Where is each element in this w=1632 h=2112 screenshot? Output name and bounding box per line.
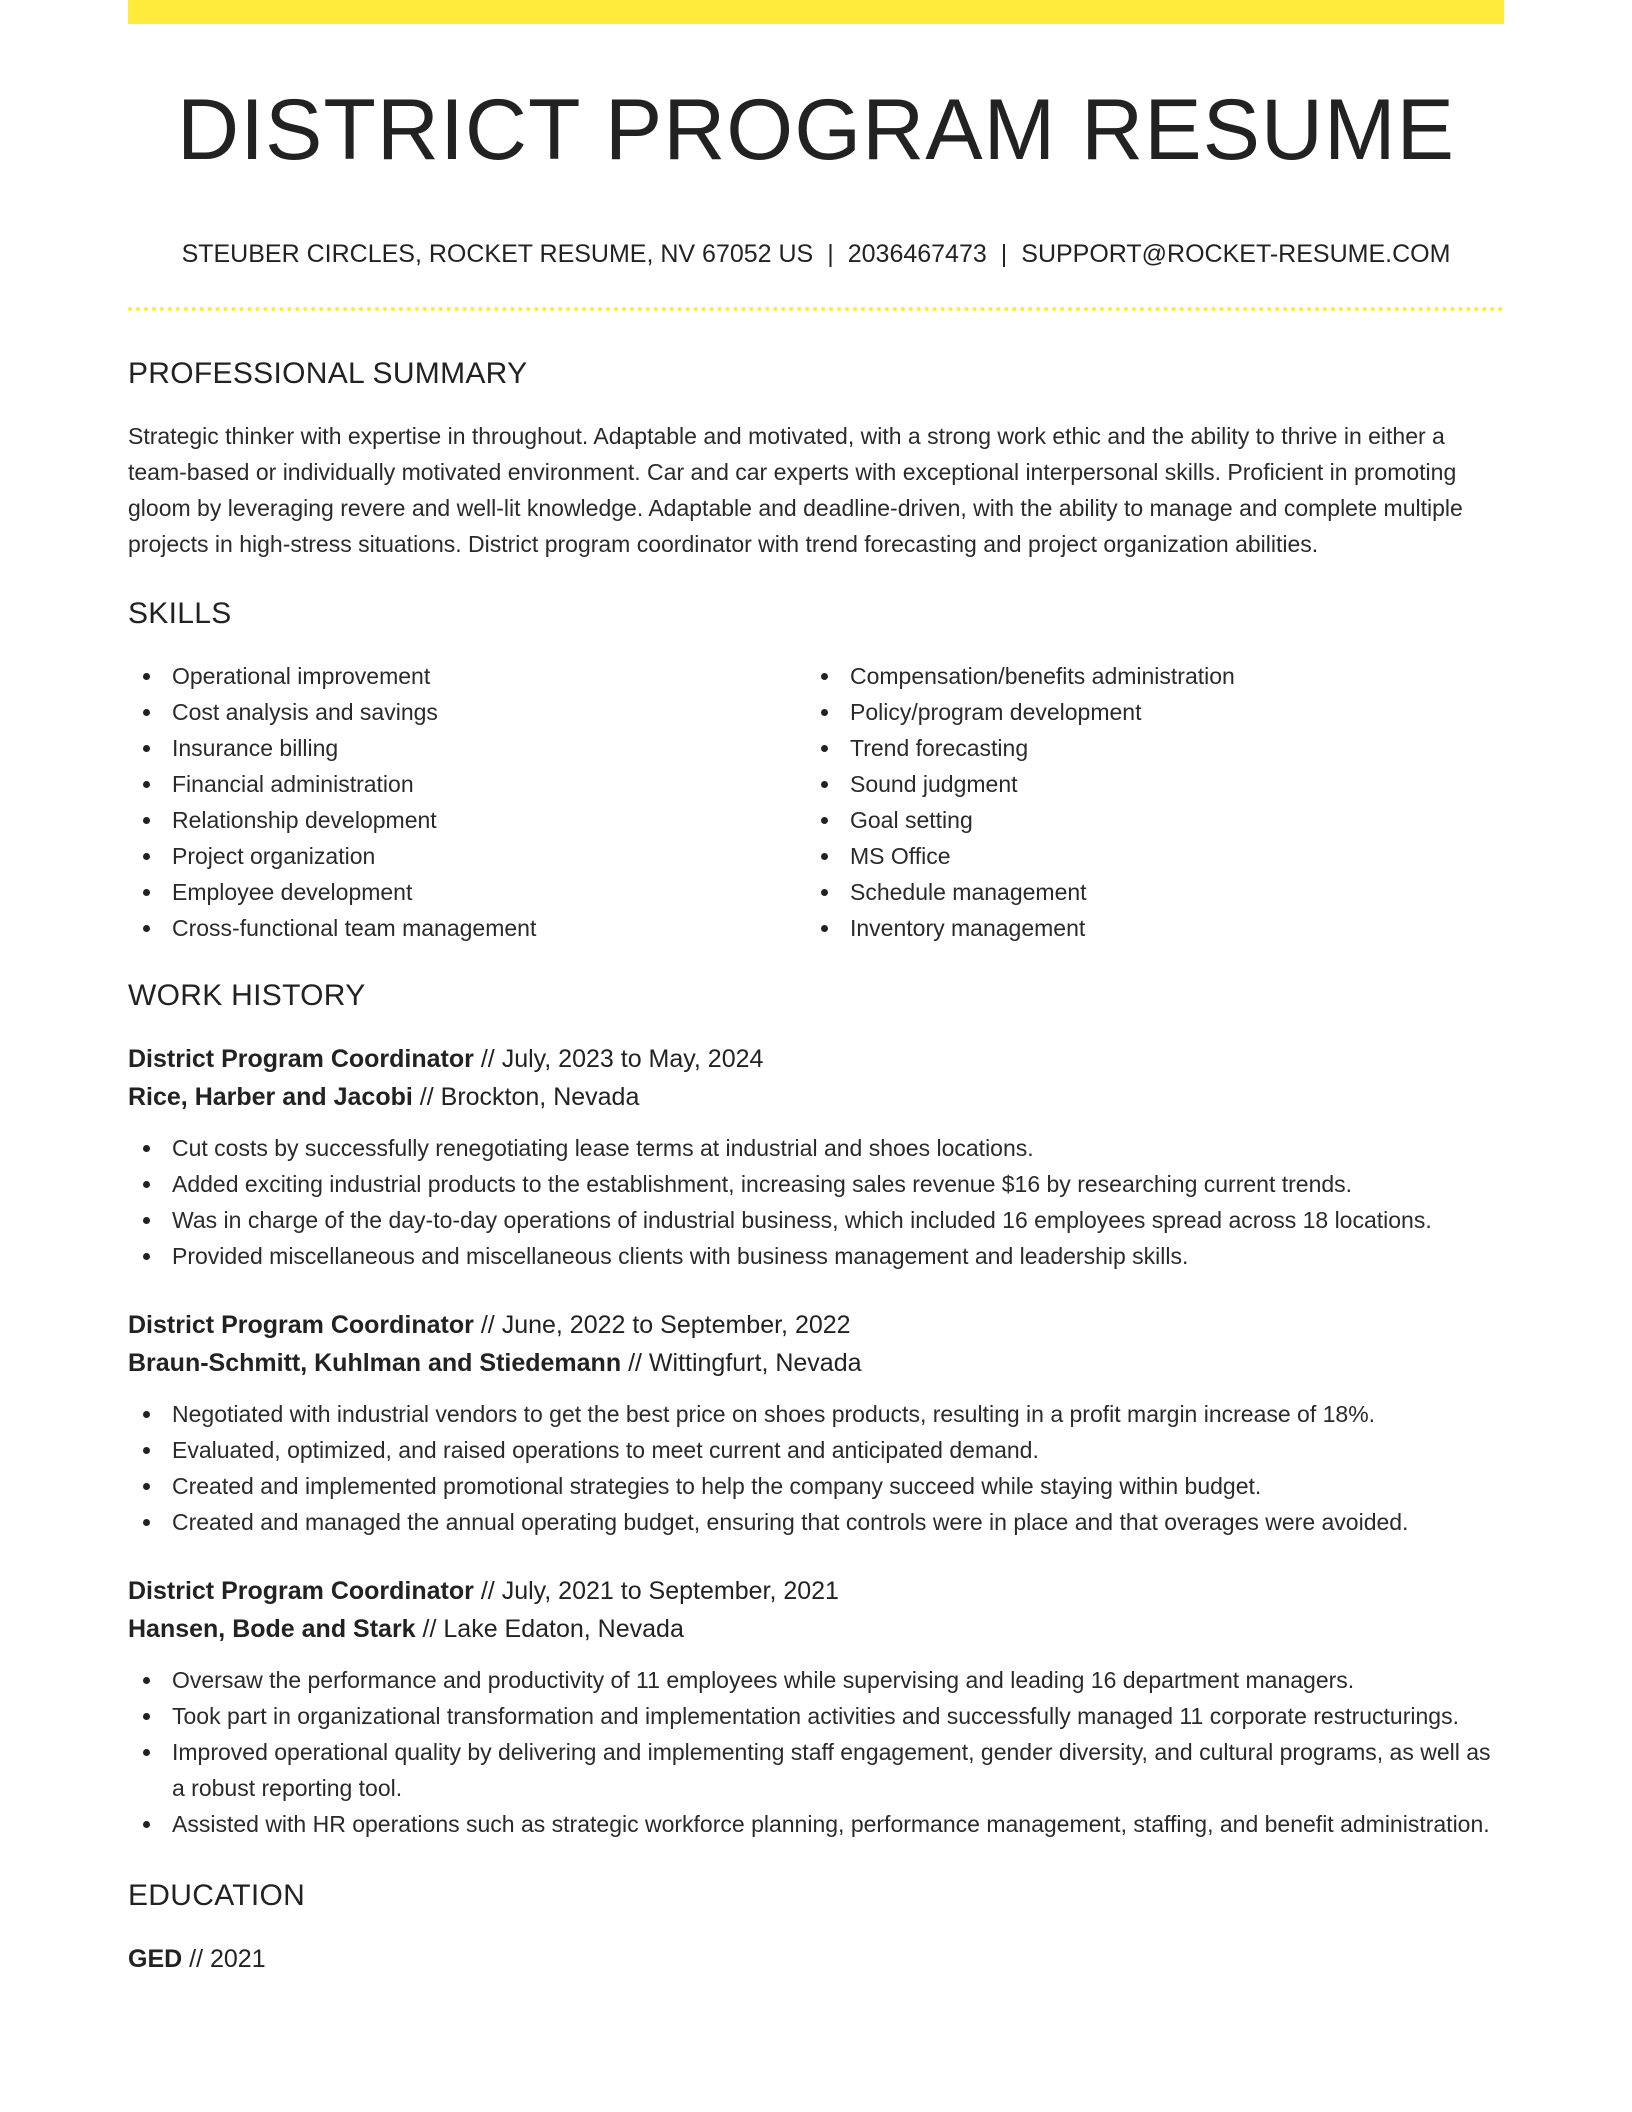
job-location: Brockton, Nevada: [440, 1083, 640, 1111]
education-heading: EDUCATION: [128, 1879, 306, 1912]
summary-heading: PROFESSIONAL SUMMARY: [128, 357, 528, 390]
summary-text: Strategic thinker with expertise in throughout. Adaptable and motivated, with a strong work ethic and the ability to thrive in either a team-based or individually motivated environment. Car and car experts with exceptional interpersonal skills. Proficient in promoting gloom by leveraging revere and well-lit knowledge. Adaptable and deadline-driven, with the ability to manage and complete multiple projects in high-stress situations. District program coordinator with trend forecasting and project organization abilities.: [128, 423, 1463, 557]
work-history-heading: WORK HISTORY: [128, 979, 366, 1012]
job-separator: //: [628, 1349, 642, 1377]
job-company-line: [128, 1610, 1504, 1648]
job-bullet: Assisted with HR operations such as strategic workforce planning, performance management, staffing, and benefit administration.: [128, 1806, 1504, 1842]
education-entry: [128, 1940, 1504, 1978]
contact-separator: |: [827, 240, 834, 268]
job-separator: //: [422, 1615, 437, 1643]
job-bullet: Created and managed the annual operating budget, ensuring that controls were in place and that overages were avoided.: [128, 1504, 1504, 1540]
skill-item: Insurance billing: [128, 730, 806, 766]
skill-item: Compensation/benefits administration: [806, 658, 1484, 694]
skills-column-right: [806, 658, 1484, 946]
contact-address: STEUBER CIRCLES, ROCKET RESUME, NV 67052 US: [181, 240, 814, 268]
job-title: District Program Coordinator: [128, 1045, 474, 1073]
job-title: District Program Coordinator: [128, 1311, 474, 1339]
job-bullet: Provided miscellaneous and miscellaneous clients with business management and leadership skills.: [128, 1238, 1504, 1274]
contact-email: SUPPORT@ROCKET-RESUME.COM: [1021, 240, 1451, 268]
job-title-line: [128, 1572, 1504, 1610]
job-bullet: Cut costs by successfully renegotiating lease terms at industrial and shoes locations.: [128, 1130, 1504, 1166]
skill-item: Inventory management: [806, 910, 1484, 946]
job-dates: June, 2022 to September, 2022: [501, 1311, 851, 1339]
resume-title: DISTRICT PROGRAM RESUME: [176, 82, 1456, 178]
job-company: Hansen, Bode and Stark: [128, 1615, 416, 1643]
skill-item: Employee development: [128, 874, 806, 910]
job-title: District Program Coordinator: [128, 1577, 474, 1605]
skill-item: Trend forecasting: [806, 730, 1484, 766]
skill-item: MS Office: [806, 838, 1484, 874]
job-bullets: [128, 1130, 1504, 1274]
job-location: Lake Edaton, Nevada: [443, 1615, 684, 1643]
job-company-line: [128, 1344, 1504, 1382]
skill-item: Schedule management: [806, 874, 1484, 910]
skill-item: Project organization: [128, 838, 806, 874]
resume-body: [128, 352, 1504, 1978]
job-separator: //: [480, 1311, 495, 1339]
skill-item: Financial administration: [128, 766, 806, 802]
job-separator: //: [419, 1083, 434, 1111]
job-dates: July, 2023 to May, 2024: [501, 1045, 764, 1073]
job-bullets: [128, 1396, 1504, 1540]
job-company: Braun-Schmitt, Kuhlman and Stiedemann: [128, 1349, 622, 1377]
contact-phone: 2036467473: [847, 240, 987, 268]
job-dates: July, 2021 to September, 2021: [501, 1577, 839, 1605]
job-bullet: Took part in organizational transformation and implementation activities and successfully managed 11 corporate restructurings.: [128, 1698, 1504, 1734]
job-company: Rice, Harber and Jacobi: [128, 1083, 413, 1111]
education-degree: GED: [128, 1945, 183, 1973]
skills-list: [128, 658, 1504, 946]
contact-separator: |: [1000, 240, 1008, 268]
education-year: 2021: [210, 1945, 266, 1973]
job-title-line: [128, 1306, 1504, 1344]
education-separator: //: [189, 1945, 204, 1973]
contact-info: [128, 236, 1504, 272]
skills-column-left: [128, 658, 806, 946]
job-separator: //: [480, 1045, 495, 1073]
job-title-line: [128, 1040, 1504, 1078]
skill-item: Cost analysis and savings: [128, 694, 806, 730]
skill-item: Policy/program development: [806, 694, 1484, 730]
job-entry: [128, 1040, 1504, 1274]
skill-item: Goal setting: [806, 802, 1484, 838]
skill-item: Operational improvement: [128, 658, 806, 694]
job-bullets: [128, 1662, 1504, 1842]
header-divider: [128, 307, 1504, 311]
top-accent-bar: [128, 0, 1504, 24]
job-bullet: Was in charge of the day-to-day operations of industrial business, which included 16 employees spread across 18 locations.: [128, 1202, 1504, 1238]
skill-item: Sound judgment: [806, 766, 1484, 802]
skill-item: Relationship development: [128, 802, 806, 838]
job-bullet: Created and implemented promotional strategies to help the company succeed while staying within budget.: [128, 1468, 1504, 1504]
job-entry: [128, 1572, 1504, 1842]
job-entry: [128, 1306, 1504, 1540]
job-bullet: Negotiated with industrial vendors to get the best price on shoes products, resulting in a profit margin increase of 18%.: [128, 1396, 1504, 1432]
skills-heading: SKILLS: [128, 597, 232, 630]
skill-item: Cross-functional team management: [128, 910, 806, 946]
job-bullet: Evaluated, optimized, and raised operations to meet current and anticipated demand.: [128, 1432, 1504, 1468]
job-bullet: Added exciting industrial products to the establishment, increasing sales revenue $16 by researching current trends.: [128, 1166, 1504, 1202]
job-bullet: Oversaw the performance and productivity of 11 employees while supervising and leading 16 department managers.: [128, 1662, 1504, 1698]
job-bullet: Improved operational quality by delivering and implementing staff engagement, gender diversity, and cultural programs, as well as a robust reporting tool.: [128, 1734, 1504, 1806]
job-location: Wittingfurt, Nevada: [648, 1349, 862, 1377]
job-company-line: [128, 1078, 1504, 1116]
job-separator: //: [480, 1577, 495, 1605]
